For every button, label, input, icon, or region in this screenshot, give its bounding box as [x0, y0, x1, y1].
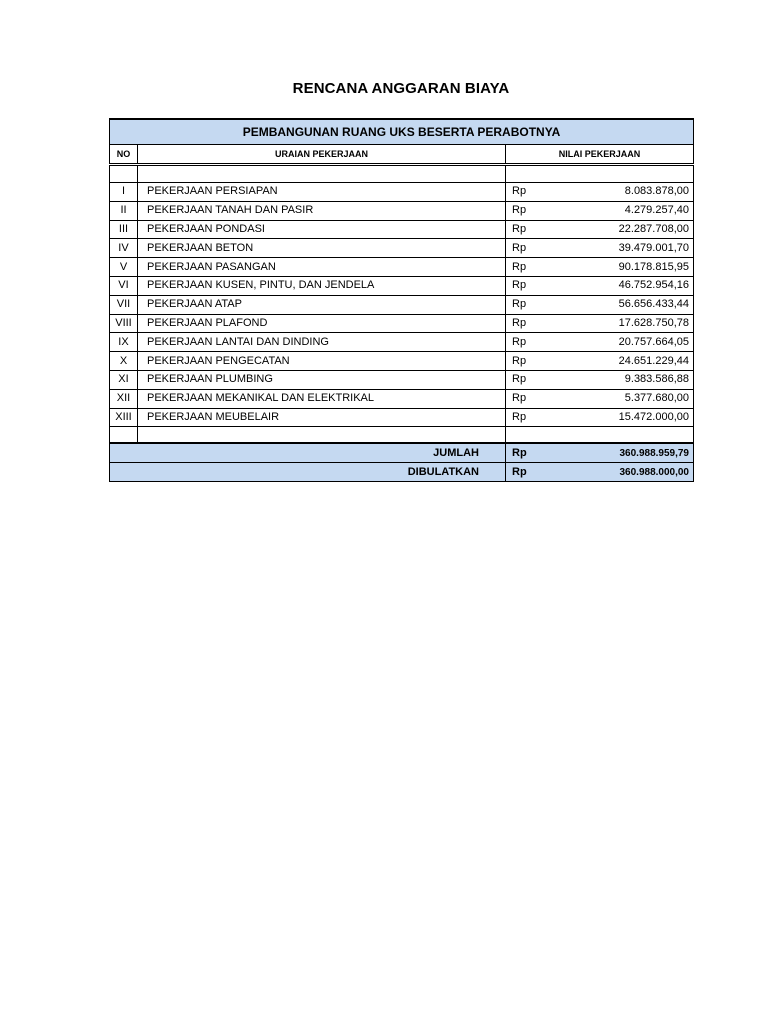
table-row — [110, 201, 694, 220]
row-value: 5.377.680,00 — [542, 389, 694, 408]
rounded-currency: Rp — [506, 463, 542, 482]
table-row — [110, 276, 694, 295]
rounded-total-row — [110, 463, 694, 482]
row-currency: Rp — [506, 258, 542, 277]
row-no: VI — [110, 276, 138, 295]
row-description: PEKERJAAN MEKANIKAL DAN ELEKTRIKAL — [138, 389, 506, 408]
header-value: NILAI PEKERJAAN — [506, 145, 694, 165]
row-value: 46.752.954,16 — [542, 276, 694, 295]
rounded-label: DIBULATKAN — [110, 463, 506, 482]
table-row — [110, 314, 694, 333]
row-no: I — [110, 183, 138, 202]
total-label: JUMLAH — [110, 443, 506, 462]
row-currency: Rp — [506, 314, 542, 333]
header-no: NO — [110, 145, 138, 165]
row-currency: Rp — [506, 201, 542, 220]
table-row — [110, 220, 694, 239]
table-row — [110, 295, 694, 314]
row-value: 56.656.433,44 — [542, 295, 694, 314]
row-value: 15.472.000,00 — [542, 408, 694, 427]
total-row — [110, 443, 694, 462]
row-value: 17.628.750,78 — [542, 314, 694, 333]
row-currency: Rp — [506, 295, 542, 314]
row-currency: Rp — [506, 408, 542, 427]
row-currency: Rp — [506, 333, 542, 352]
row-description: PEKERJAAN PENGECATAN — [138, 352, 506, 371]
row-value: 90.178.815,95 — [542, 258, 694, 277]
row-value: 8.083.878,00 — [542, 183, 694, 202]
header-description: URAIAN PEKERJAAN — [138, 145, 506, 165]
row-description: PEKERJAAN PLAFOND — [138, 314, 506, 333]
row-currency: Rp — [506, 239, 542, 258]
row-currency: Rp — [506, 183, 542, 202]
row-description: PEKERJAAN PERSIAPAN — [138, 183, 506, 202]
project-title-row — [110, 119, 694, 145]
row-value: 20.757.664,05 — [542, 333, 694, 352]
row-no: IX — [110, 333, 138, 352]
column-header-row — [110, 145, 694, 165]
row-no: V — [110, 258, 138, 277]
row-no: VIII — [110, 314, 138, 333]
row-no: VII — [110, 295, 138, 314]
row-value: 39.479.001,70 — [542, 239, 694, 258]
row-description: PEKERJAAN ATAP — [138, 295, 506, 314]
rounded-value: 360.988.000,00 — [542, 463, 694, 482]
row-value: 4.279.257,40 — [542, 201, 694, 220]
row-currency: Rp — [506, 276, 542, 295]
row-description: PEKERJAAN PLUMBING — [138, 370, 506, 389]
row-description: PEKERJAAN PASANGAN — [138, 258, 506, 277]
budget-table — [109, 118, 694, 482]
row-no: X — [110, 352, 138, 371]
row-description: PEKERJAAN MEUBELAIR — [138, 408, 506, 427]
spacer-row — [110, 165, 694, 183]
total-value: 360.988.959,79 — [542, 443, 694, 462]
row-description: PEKERJAAN KUSEN, PINTU, DAN JENDELA — [138, 276, 506, 295]
row-currency: Rp — [506, 370, 542, 389]
row-value: 22.287.708,00 — [542, 220, 694, 239]
row-description: PEKERJAAN PONDASI — [138, 220, 506, 239]
row-value: 9.383.586,88 — [542, 370, 694, 389]
row-description: PEKERJAAN LANTAI DAN DINDING — [138, 333, 506, 352]
spacer-row — [110, 427, 694, 444]
row-value: 24.651.229,44 — [542, 352, 694, 371]
document-title: RENCANA ANGGARAN BIAYA — [292, 80, 510, 97]
project-title: PEMBANGUNAN RUANG UKS BESERTA PERABOTNYA — [110, 119, 694, 145]
row-description: PEKERJAAN BETON — [138, 239, 506, 258]
row-no: II — [110, 201, 138, 220]
row-currency: Rp — [506, 220, 542, 239]
row-no: IV — [110, 239, 138, 258]
table-row — [110, 333, 694, 352]
row-no: III — [110, 220, 138, 239]
table-row — [110, 239, 694, 258]
total-currency: Rp — [506, 443, 542, 462]
row-currency: Rp — [506, 352, 542, 371]
table-row — [110, 352, 694, 371]
table-row — [110, 389, 694, 408]
row-no: XI — [110, 370, 138, 389]
row-currency: Rp — [506, 389, 542, 408]
table-row — [110, 183, 694, 202]
table-row — [110, 370, 694, 389]
row-no: XII — [110, 389, 138, 408]
row-description: PEKERJAAN TANAH DAN PASIR — [138, 201, 506, 220]
table-row — [110, 258, 694, 277]
row-no: XIII — [110, 408, 138, 427]
table-row — [110, 408, 694, 427]
